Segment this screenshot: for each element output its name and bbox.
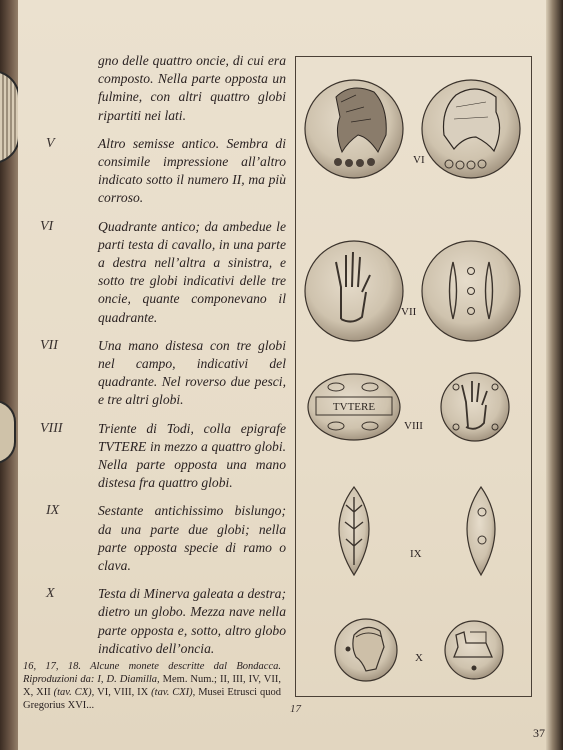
entry-text: Triente di Todi, colla epigrafe TVTERE in mezzo a quattro globi. Nella parte opposta una mano distesa fra quattro globi. [98, 420, 286, 491]
entry-text: Quadrante antico; da ambedue le parti testa di cavallo, in una parte a destra nell’altra a sinistra, e sotto tre globi indicativi delle tre oncie, quante componevano il quadrante. [98, 218, 286, 325]
entry-viii [40, 420, 286, 493]
entry-text: Altro semisse antico. Sembra di consimile impressione all’altro indicato sotto il numero II, ma più corroso. [98, 135, 286, 206]
caption-reference-2: VI, VIII, IX [97, 687, 149, 698]
caption-reference: Mem. Num.; II, III, IV, VII, X, XII [23, 674, 281, 698]
entry-text: Sestante antichissimo bislungo; da una parte due globi; nella parte opposta specie di ramo o clava. [98, 503, 286, 574]
caption-intro: 16, 17, 18. Alcune monete descritte dal Bondacca. Riproduzioni da: I, D. Diamilla, [23, 661, 281, 685]
caption-plate-1: (tav. CX), [53, 687, 95, 698]
plate-label-x: X [415, 652, 423, 664]
entry-ix [40, 502, 286, 575]
coin-plate-illustration [296, 57, 533, 698]
plate-label-viii: VIII [404, 420, 423, 432]
entry-number: VIII [40, 420, 63, 436]
coin-ix-reverse [467, 487, 495, 575]
entry-text: gno delle quattro oncie, di cui era composto. Nella parte opposta un fulmine, con altri quattro globi ripartiti nei lati. [98, 53, 286, 123]
coin-vi-reverse [422, 80, 520, 178]
plate-label-ix: IX [410, 548, 422, 560]
epigraph-tvtere: TVTERE [332, 401, 376, 413]
page-edge [546, 0, 563, 750]
entry-number: VI [40, 218, 54, 234]
page-number: 37 [533, 726, 545, 740]
plate-label-vi: VI [413, 154, 425, 166]
entry-continued [40, 52, 286, 125]
entry-number: VII [40, 337, 58, 353]
coin-descriptions [40, 52, 286, 668]
figure-caption [23, 660, 281, 712]
caption-plate-2: (tav. CXI), [151, 687, 196, 698]
entry-number: X [46, 586, 55, 602]
entry-number: IX [46, 503, 60, 519]
entry-vi [40, 218, 286, 327]
entry-vii [40, 337, 286, 410]
figure-number: 17 [290, 703, 301, 715]
coin-viii-obverse [308, 374, 400, 440]
coin-vi-obverse [305, 80, 403, 178]
entry-number [40, 52, 98, 125]
coin-x-reverse [445, 621, 503, 679]
coin-viii-reverse [441, 373, 509, 441]
coin-ix-obverse [339, 487, 369, 575]
entry-text: Una mano distesa con tre globi nel campo, indicativi del quadrante. Nel roverso due pesci, e tre altri globi. [98, 337, 286, 408]
previous-page-curl [0, 70, 20, 164]
entry-x [40, 585, 286, 658]
book-page [18, 0, 546, 750]
plate-label-vii: VII [401, 306, 417, 318]
entry-text: Testa di Minerva galeata a destra; dietro un globo. Mezza nave nella parte opposta e, sotto, altro globo indicativo dell’oncia. [98, 586, 286, 656]
entry-number: V [46, 135, 55, 151]
previous-page-curl-lower [0, 400, 16, 464]
entry-v [40, 135, 286, 208]
coin-plate [295, 56, 532, 697]
coin-vii-obverse [305, 241, 403, 341]
caption-source: Musei Etrusci quod Gregorius XVI... [23, 687, 281, 711]
coin-x-obverse [335, 619, 397, 681]
coin-vii-reverse [422, 241, 520, 341]
